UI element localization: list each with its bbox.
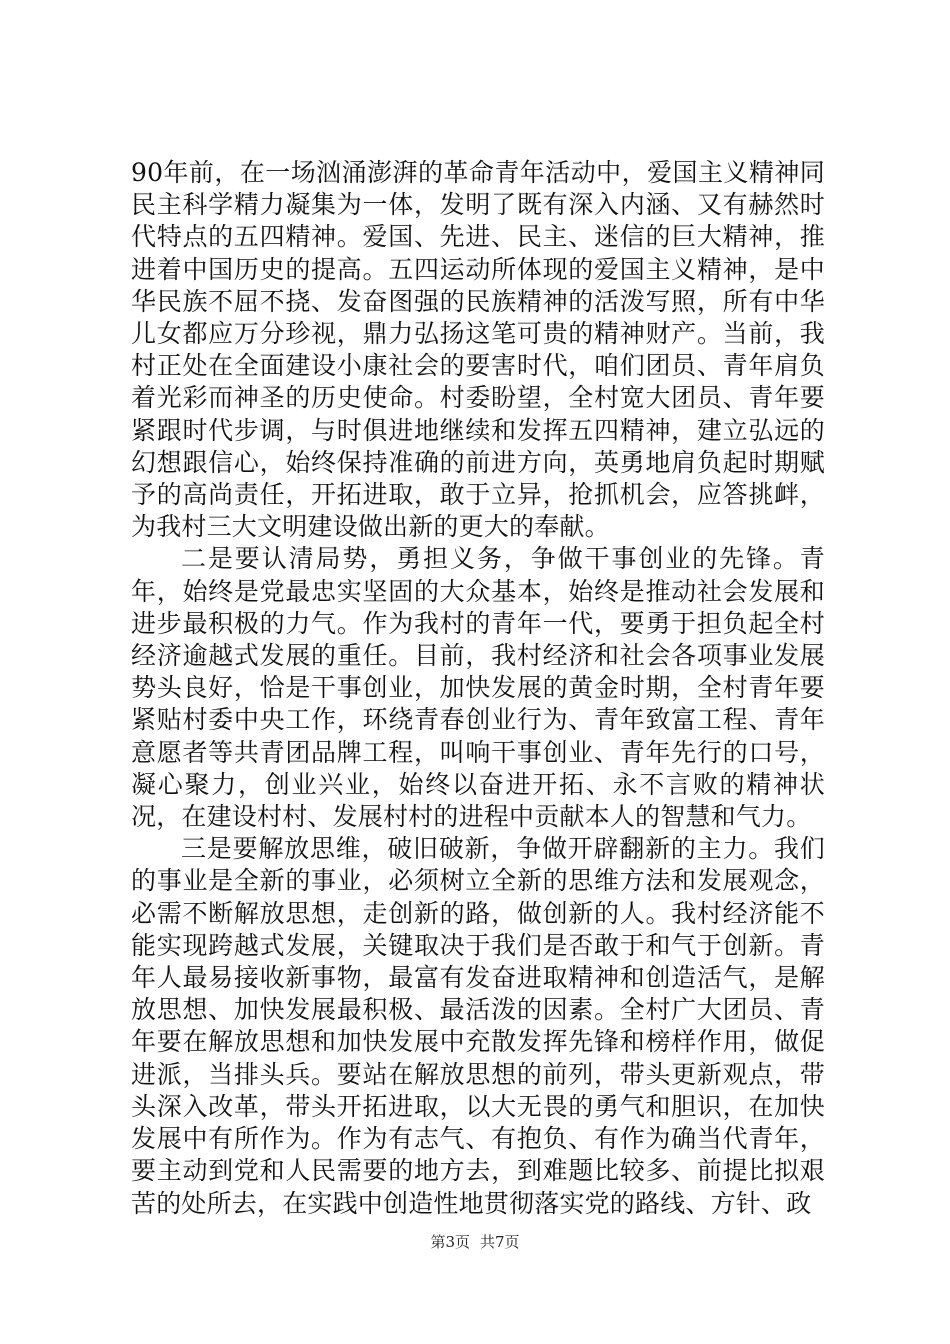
page-number: 第3页	[430, 1233, 470, 1251]
page-total: 共7页	[480, 1233, 520, 1251]
paragraph-3: 三是要解放思维，破旧破新，争做开辟翻新的主力。我们的事业是全新的事业，必须树立全新的思维方法和发展观念，必需不断解放思想，走创新的路，做创新的人。我村经济能不能实现跨越式发展，关键取决于我们是否敢于和气于创新。青年人最易接收新事物，最富有发奋进取精神和创造活气，是解放思想、加快发展最积极、最活泼的因素。全村广大团员、青年要在解放思想和加快发展中充散发挥先锋和榜样作用，做促进派，当排头兵。要站在解放思想的前列，带头更新观点，带头深入改革，带头开拓进取，以大无畏的勇气和胆识，在加快发展中有所作为。作为有志气、有抱负、有作为确当代青年，要主动到党和人民需要的地方去，到难题比较多、前提比拟艰苦的处所去，在实践中创造性地贯彻落实党的路线、方针、政	[131, 834, 825, 1218]
document-body	[131, 157, 825, 1220]
page-footer	[0, 1232, 950, 1252]
paragraph-2: 二是要认清局势，勇担义务，争做干事创业的先锋。青年，始终是党最忠实坚固的大众基本，始终是推动社会发展和进步最积极的力气。作为我村的青年一代，要勇于担负起全村经济逾越式发展的重任。目前，我村经济和社会各项事业发展势头良好，恰是干事创业，加快发展的黄金时期，全村青年要紧贴村委中央工作，环绕青春创业行为、青年致富工程、青年意愿者等共青团品牌工程，叫响干事创业、青年先行的口号，凝心聚力，创业兴业，始终以奋进开拓、永不言败的精神状况，在建设村村、发展村村的进程中贡献本人的智慧和气力。	[131, 544, 825, 832]
paragraph-1: 90年前，在一场汹涌澎湃的革命青年活动中，爱国主义精神同民主科学精力凝集为一体，发明了既有深入内涵、又有赫然时代特点的五四精神。爱国、先进、民主、迷信的巨大精神，推进着中国历史的提高。五四运动所体现的爱国主义精神，是中华民族不屈不挠、发奋图强的民族精神的活泼写照，所有中华儿女都应万分珍视，鼎力弘扬这笔可贵的精神财产。当前，我村正处在全面建设小康社会的要害时代，咱们团员、青年肩负着光彩而神圣的历史使命。村委盼望，全村宽大团员、青年要紧跟时代步调，与时俱进地继续和发挥五四精神，建立弘远的幻想跟信心，始终保持准确的前进方向，英勇地肩负起时期赋予的高尚责任，开拓进取，敢于立异，抢抓机会，应答挑衅，为我村三大文明建设做出新的更大的奉献。	[131, 158, 825, 542]
